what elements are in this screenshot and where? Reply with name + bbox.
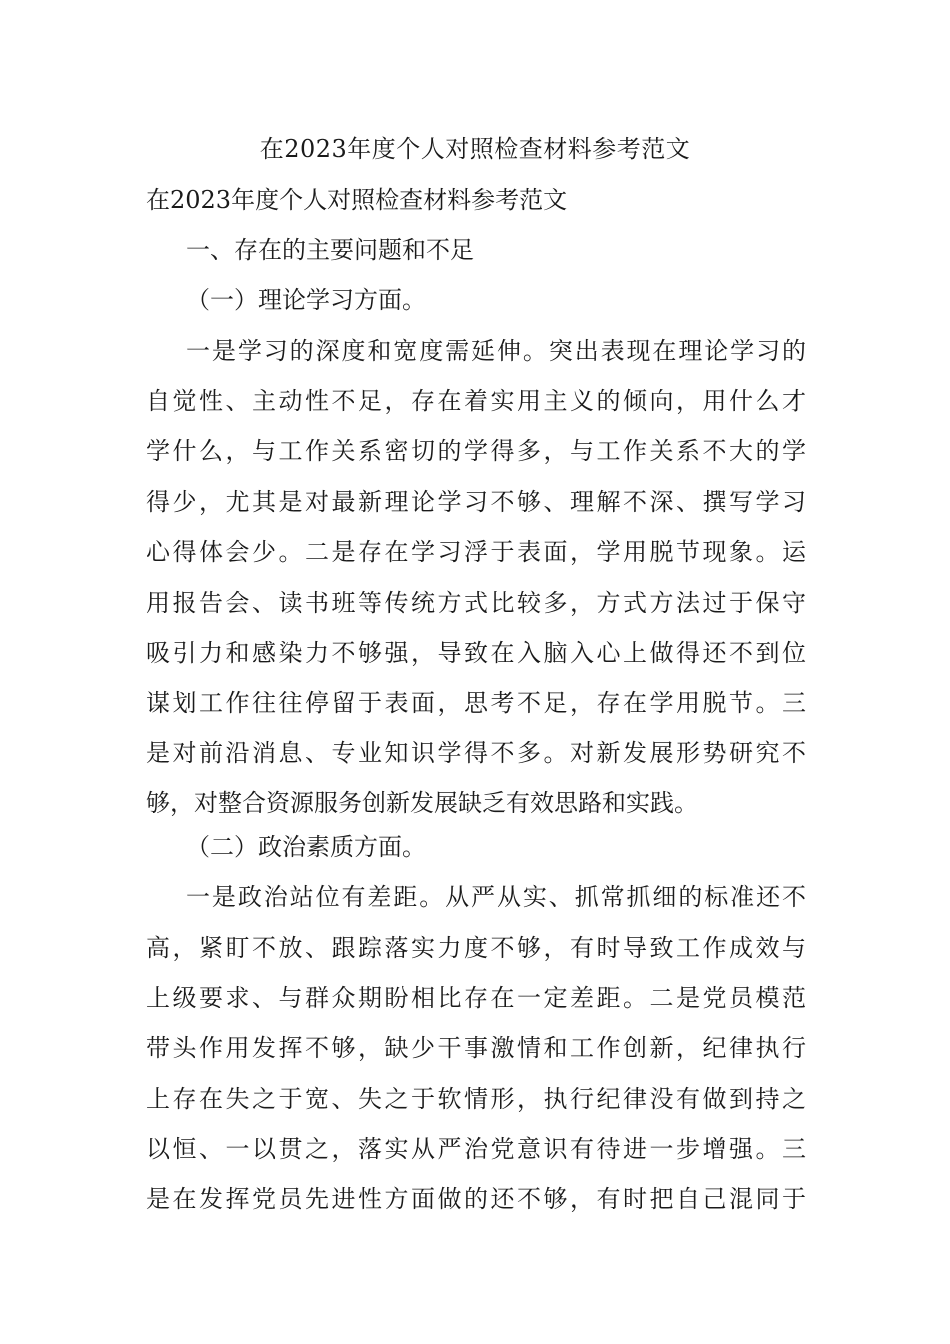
paragraph-line: 谋划工作往往停留于表面，思考不足，存在学用脱节。三 (146, 689, 806, 717)
paragraph-line: 自觉性、主动性不足，存在着实用主义的倾向，用什么才 (146, 387, 806, 415)
paragraph-line: 够，对整合资源服务创新发展缺乏有效思路和实践。 (146, 789, 698, 817)
document-title: 在2023年度个人对照检查材料参考范文 (259, 135, 691, 163)
paragraph-line: 一是学习的深度和宽度需延伸。突出表现在理论学习的 (186, 337, 806, 365)
paragraph-line: 学什么，与工作关系密切的学得多，与工作关系不大的学 (146, 437, 806, 465)
paragraph-line: 是在发挥党员先进性方面做的还不够，有时把自己混同于 (146, 1185, 806, 1213)
paragraph-line: 高，紧盯不放、跟踪落实力度不够，有时导致工作成效与 (146, 934, 806, 962)
paragraph-line: 吸引力和感染力不够强，导致在入脑入心上做得还不到位 (146, 639, 806, 667)
section-heading: 一、存在的主要问题和不足 (186, 236, 474, 264)
paragraph-line: 用报告会、读书班等传统方式比较多，方式方法过于保守 (146, 589, 806, 617)
subsection-heading: （一）理论学习方面。 (186, 286, 426, 314)
paragraph-line: 得少，尤其是对最新理论学习不够、理解不深、撰写学习 (146, 488, 806, 516)
paragraph-line: 以恒、一以贯之，落实从严治党意识有待进一步增强。三 (146, 1135, 806, 1163)
paragraph-line: 是对前沿消息、专业知识学得不多。对新发展形势研究不 (146, 739, 806, 767)
subsection-heading: （二）政治素质方面。 (186, 833, 426, 861)
paragraph-line: 带头作用发挥不够，缺少干事激情和工作创新，纪律执行 (146, 1034, 806, 1062)
document-subtitle: 在2023年度个人对照检查材料参考范文 (146, 186, 568, 214)
paragraph-line: 心得体会少。二是存在学习浮于表面，学用脱节现象。运 (146, 538, 806, 566)
paragraph-line: 一是政治站位有差距。从严从实、抓常抓细的标准还不 (186, 883, 806, 911)
paragraph-line: 上存在失之于宽、失之于软情形，执行纪律没有做到持之 (146, 1085, 806, 1113)
paragraph-line: 上级要求、与群众期盼相比存在一定差距。二是党员模范 (146, 984, 806, 1012)
